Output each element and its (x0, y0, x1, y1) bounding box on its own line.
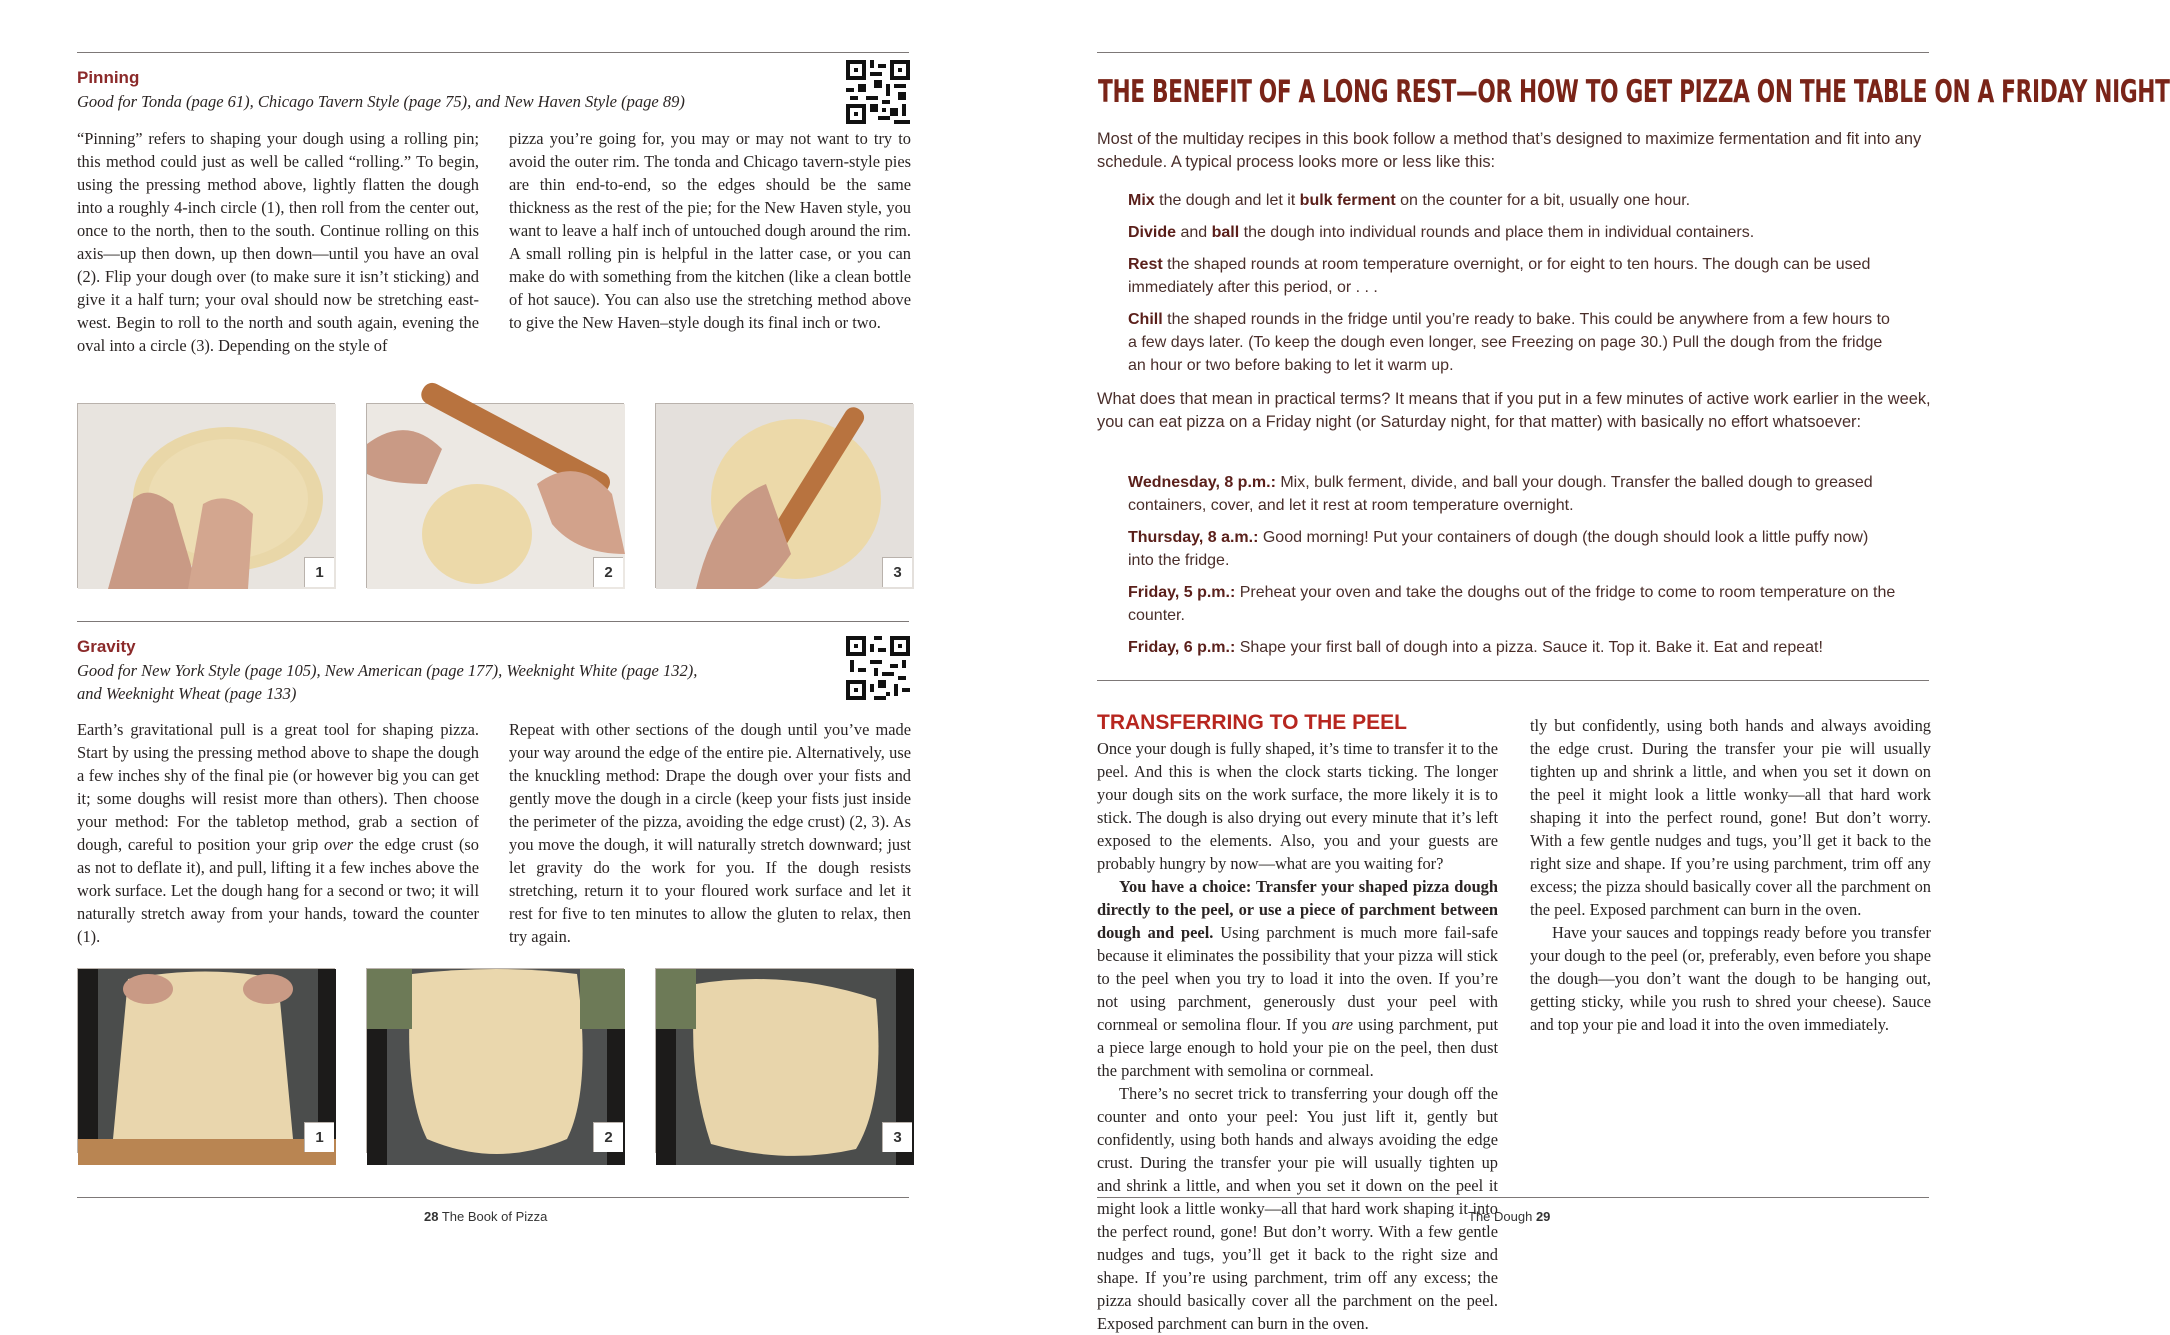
pinning-photo-3 (655, 403, 913, 588)
peel-text: using parchment, put a piece large enough to hold your pie on the peel, then dust the parchment with semolina or cornmeal. (1097, 1015, 1498, 1080)
step-text: the shaped rounds in the fridge until you’re ready to bake. This could be anywhere from a few hours to a few days later. (To keep the dough even longer, see Freezing on page 30.) Pull the dough from the fridge an hour or two before baking to let it warm up. (1128, 311, 1890, 374)
gravity-text-1 (77, 718, 479, 948)
gravity-subheading-line-1: Good for New York Style (page 105), New American (page 177), Weeknight White (page 132), (77, 661, 698, 680)
schedule-time: Wednesday, 8 p.m.: (1128, 474, 1276, 491)
step-text: the dough and let it (1154, 192, 1300, 209)
top-rule (1097, 52, 1929, 53)
schedule-time: Thursday, 8 a.m.: (1128, 529, 1259, 546)
schedule-text: Shape your first ball of dough into a pizza. Sauce it. Top it. Bake it. Eat and repeat! (1235, 639, 1823, 656)
step-text: the dough into individual rounds and place them in individual containers. (1239, 224, 1755, 241)
step-text: and (1176, 224, 1212, 241)
gravity-text-emphasis: over (324, 835, 354, 854)
page-folio-left (424, 1209, 547, 1224)
schedule-item (1128, 581, 1898, 627)
step-keyword: ball (1211, 224, 1240, 241)
schedule-item (1128, 526, 1898, 572)
top-rule (77, 52, 909, 53)
peel-text: Using parchment is much more fail-safe because it eliminates the possibility that your pizza will stick to the peel when you try to load it into the oven. If you’re not using parchment, generously dust your peel with cornmeal or semolina flour. If you (1097, 923, 1498, 1034)
pinning-photo-1 (77, 403, 335, 588)
step-text: the shaped rounds at room temperature overnight, or for eight to ten hours. The dough can be used immediately after this period, or . . . (1128, 256, 1871, 296)
schedule-time: Friday, 6 p.m.: (1128, 639, 1236, 656)
peel-heading: TRANSFERRING TO THE PEEL (1097, 711, 1407, 734)
step-keyword: Divide (1128, 224, 1177, 241)
photo-number: 2 (593, 557, 623, 587)
page-number: 28 (424, 1209, 439, 1224)
step-keyword: bulk ferment (1299, 192, 1396, 209)
gravity-text-1b: the edge crust (so as not to deflate it), and pull, lifting it a few inches above the work surface. Let the dough hang for a second or two; it will naturally stretch away from your hands, toward the counter (1). (77, 835, 480, 946)
gravity-text-2: Repeat with other sections of the dough until you’ve made your way around the edge of the entire pie. Alternatively, use the knuckling method: Drape the dough over your fists and gently move the dough in a circle (keep your fists just inside the perimeter of the pizza, avoiding the edge crust) (2, 3). As you move the dough, it will naturally stretch downward; just let gravity do the work for you. If the dough resists stretching, return it to your floured work surface and let it rest for five to ten minutes to allow the gluten to relax, then try again. (509, 720, 911, 946)
process-step (1128, 253, 1898, 299)
left-page (0, 0, 1000, 1249)
photo-number: 3 (882, 1122, 912, 1152)
process-step (1128, 308, 1898, 377)
pinning-column-2 (509, 127, 911, 334)
gravity-column-2 (509, 718, 911, 948)
gravity-subheading-line-2: and Weeknight Wheat (page 133) (77, 684, 297, 703)
photo-number: 2 (593, 1122, 623, 1152)
schedule-text: Good morning! Put your containers of dough (the dough should look a little puffy now) into the fridge. (1128, 529, 1869, 569)
practical-paragraph: What does that mean in practical terms? It means that if you put in a few minutes of active work earlier in the week, you can eat pizza on a Friday night (or Saturday night, for that matter) with basically no effort whatsoever: (1097, 390, 1931, 431)
photo-number: 1 (304, 1122, 334, 1152)
peel-column-2 (1530, 714, 1931, 1036)
process-step (1128, 221, 1898, 244)
peel-bold-text: You have a choice: Transfer your shaped pizza dough directly to the peel, or use a piece of parchment between dough and peel. (1097, 877, 1498, 942)
schedule-item (1128, 471, 1898, 517)
schedule-list (1128, 471, 1898, 668)
step-text: on the counter for a bit, usually one hour. (1395, 192, 1691, 209)
schedule-text: Mix, bulk ferment, divide, and ball your dough. Transfer the balled dough to greased containers, cover, and let it rest at room temperature overnight. (1128, 474, 1873, 514)
page-folio-right (1468, 1209, 1550, 1224)
gravity-photo-2 (366, 968, 624, 1153)
pinning-heading: Pinning (77, 68, 140, 87)
gravity-subheading (77, 659, 817, 705)
photo-number: 1 (304, 557, 334, 587)
gravity-photo-1 (77, 968, 335, 1153)
pinning-photo-2 (366, 403, 624, 588)
footer-rule (77, 1197, 909, 1198)
schedule-item (1128, 636, 1898, 659)
pinning-text-2: pizza you’re going for, you may or may not want to try to avoid the outer rim. The tonda and Chicago tavern-style pies are thin end-to-end, so the edges should be the same thickness as the rest of the pie; for the New Haven style, you want to leave a half inch of untouched dough around the rim. A small rolling pin is helpful in the latter case, or you can make do with something from the kitchen (like a clean bottle of hot sauce). You can also use the stretching method above to give the New Haven–style dough its final inch or two. (509, 129, 911, 332)
peel-column-1 (1097, 737, 1498, 1333)
feature-title: THE BENEFIT OF A LONG REST—OR HOW TO GET PIZZA ON THE TABLE ON A FRIDAY NIGHT (1098, 74, 2170, 110)
footer-rule (1097, 1197, 1929, 1198)
chapter-title: The Dough (1468, 1209, 1533, 1224)
gravity-photo-3 (655, 968, 913, 1153)
pinning-subheading: Good for Tonda (page 61), Chicago Tavern Style (page 75), and New Haven Style (page 89) (77, 92, 685, 111)
pinning-text-1: “Pinning” refers to shaping your dough using a rolling pin; this method could just as well be called “rolling.” To begin, using the pressing method above, lightly flatten the dough into a roughly 4-inch circle (1), then roll from the center out, once to the north, then to the south. Continue rolling on this axis—up then down, up then down—until you have an oval (2). Flip your dough over (to make sure it isn’t sticking) and give it a half turn; your oval should now be stretching east-west. Begin to roll to the north and south again, evening the oval into a circle (3). Depending on the style of (77, 129, 479, 355)
pinning-column-1 (77, 127, 479, 357)
step-keyword: Chill (1128, 311, 1163, 328)
peel-paragraph-3: There’s no secret trick to transferring your dough off the counter and onto your peel: You just lift it, gently but confidently, using both hands and always avoiding the edge crust. During the transfer your pie will usually tighten up and shrink a little, and when you set it down on the peel it might look a little wonky—all that hard work shaping it into the perfect round, gone! But don’t worry. With a few gentle nudges and tugs, you’ll get it back to the right size and shape. If you’re using parchment, trim off any excess; the pizza should basically cover all the parchment on the peel. Exposed parchment can burn in the oven. (1097, 1084, 1498, 1333)
page-number: 29 (1535, 1209, 1551, 1224)
peel-emphasis: are (1331, 1015, 1354, 1034)
peel-paragraph-2 (1097, 875, 1498, 1082)
schedule-text: Preheat your oven and take the doughs out of the fridge to come to room temperature on the counter. (1128, 584, 1896, 624)
gravity-column-1 (77, 718, 479, 948)
peel-paragraph-3-continued: tly but confidently, using both hands and always avoiding the edge crust. During the transfer your pie will usually tighten up and shrink a little, and when you set it down on the peel it might look a little wonky—all that hard work shaping it into the perfect round, gone! But don’t worry. With a few gentle nudges and tugs, you’ll get it back to the right size and shape. If you’re using parchment, trim off any excess; the pizza should basically cover all the parchment on the peel. Exposed parchment can burn in the oven. (1530, 716, 1931, 919)
process-step (1128, 189, 1898, 212)
gravity-text-1a: Earth’s gravitational pull is a great tool for shaping pizza. Start by using the pressing method above to shape the dough a few inches shy of the final pie (or however big you can get it; some doughs will resist more than others). Then choose your method: For the tabletop method, grab a section of dough, careful to position your grip (77, 720, 479, 854)
book-title: The Book of Pizza (441, 1209, 548, 1224)
qr-code-icon[interactable] (846, 636, 910, 700)
qr-code-icon[interactable] (846, 60, 910, 124)
right-page (1000, 0, 2170, 1333)
peel-paragraph-4: Have your sauces and toppings ready before you transfer your dough to the peel (or, preferably, even before you shape the dough—you don’t want the dough to be hanging out, getting sticky, while you rush to shred your cheese). Sauce and top your pie and load it into the oven immediately. (1530, 923, 1931, 1034)
process-list (1128, 189, 1898, 386)
step-keyword: Rest (1128, 256, 1163, 273)
feature-intro: Most of the multiday recipes in this book follow a method that’s designed to maximize fermentation and fit into any schedule. A typical process looks more or less like this: (1097, 130, 1922, 171)
section-rule (77, 621, 909, 622)
peel-paragraph-1: Once your dough is fully shaped, it’s time to transfer it to the peel. And this is when the clock starts ticking. The longer your dough sits on the work surface, the more likely it is to stick. The dough is also drying out every minute that it’s left exposed to the elements. Also, you and your guests are probably hungry by now—what are you waiting for? (1097, 739, 1498, 873)
step-keyword: Mix (1128, 192, 1155, 209)
schedule-time: Friday, 5 p.m.: (1128, 584, 1236, 601)
section-rule (1097, 680, 1929, 681)
gravity-heading: Gravity (77, 637, 136, 656)
photo-number: 3 (882, 557, 912, 587)
